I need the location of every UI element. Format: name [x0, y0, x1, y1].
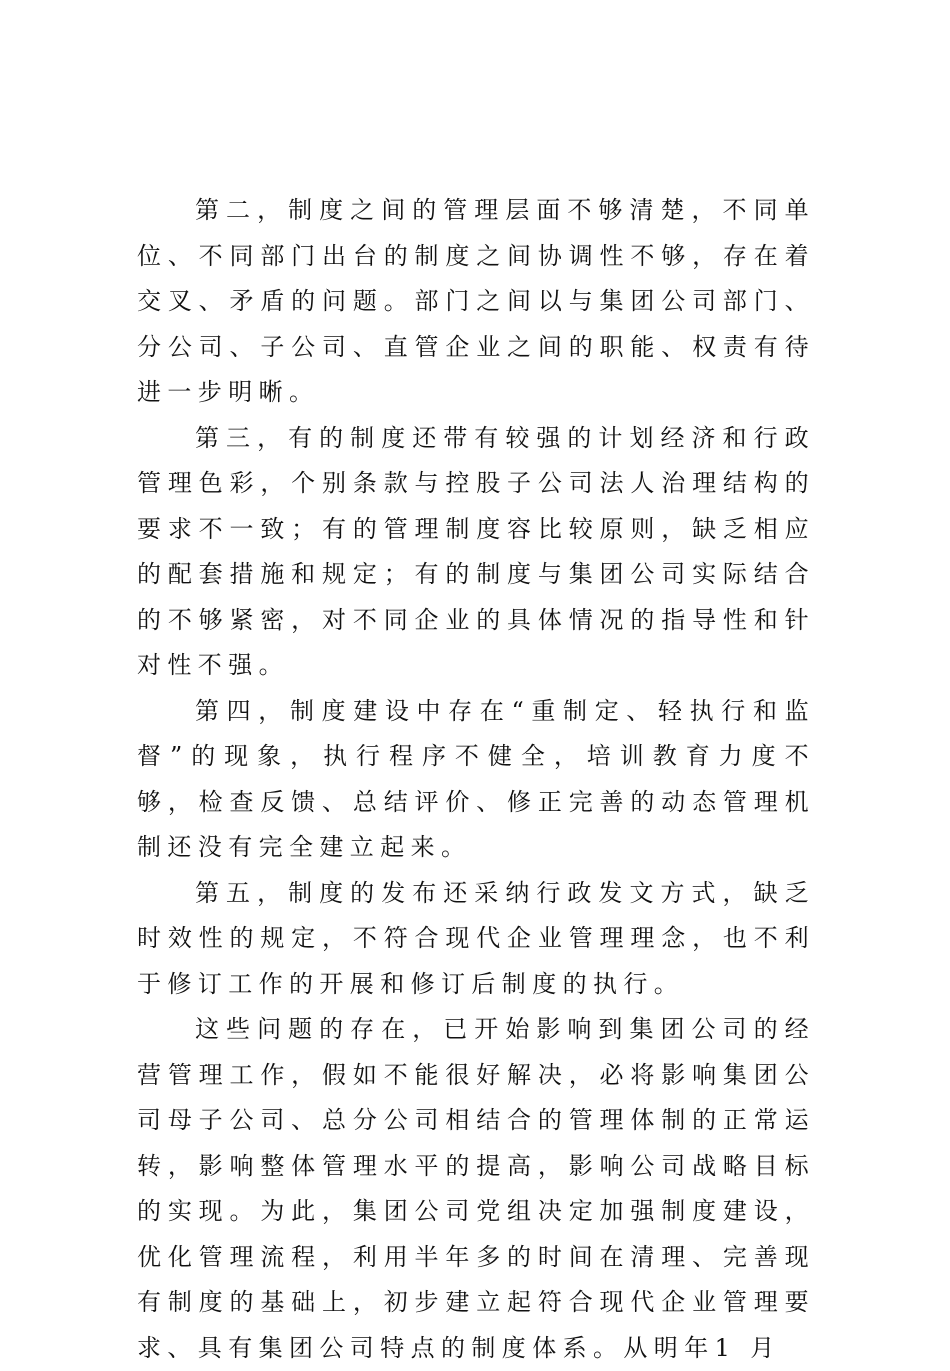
document-body — [137, 188, 815, 1371]
paragraph-problem-impact: 这些问题的存在，已开始影响到集团公司的经营管理工作，假如不能很好解决，必将影响集团公司母子公司、总分公司相结合的管理体制的正常运转，影响整体管理水平的提高，影响公司战略目标的实现。为此，集团公司党组决定加强制度建设，优化管理流程，利用半年多的时间在清理、完善现有制度的基础上，初步建立起符合现代企业管理要求、具有集团公司特点的制度体系。从明年1 月 — [137, 1015, 815, 1362]
paragraph-planned-economy: 第三，有的制度还带有较强的计划经济和行政管理色彩，个别条款与控股子公司法人治理结构的要求不一致；有的管理制度容比较原则，缺乏相应的配套措施和规定；有的制度与集团公司实际结合的不够紧密，对不同企业的具体情况的指导性和针对性不强。 — [137, 423, 815, 679]
paragraph-management-levels: 第二，制度之间的管理层面不够清楚，不同单位、不同部门出台的制度之间协调性不够，存在着交叉、矛盾的问题。部门之间以与集团公司部门、分公司、子公司、直管企业之间的职能、权责有待进一步明晰。 — [137, 196, 815, 406]
paragraph-release-method: 第五，制度的发布还采纳行政发文方式，缺乏时效性的规定，不符合现代企业管理理念，也不利于修订工作的开展和修订后制度的执行。 — [137, 878, 815, 998]
paragraph-execution-supervision: 第四，制度建设中存在“重制定、轻执行和监督”的现象，执行程序不健全，培训教育力度不够，检查反馈、总结评价、修正完善的动态管理机制还没有完全建立起来。 — [137, 696, 815, 861]
